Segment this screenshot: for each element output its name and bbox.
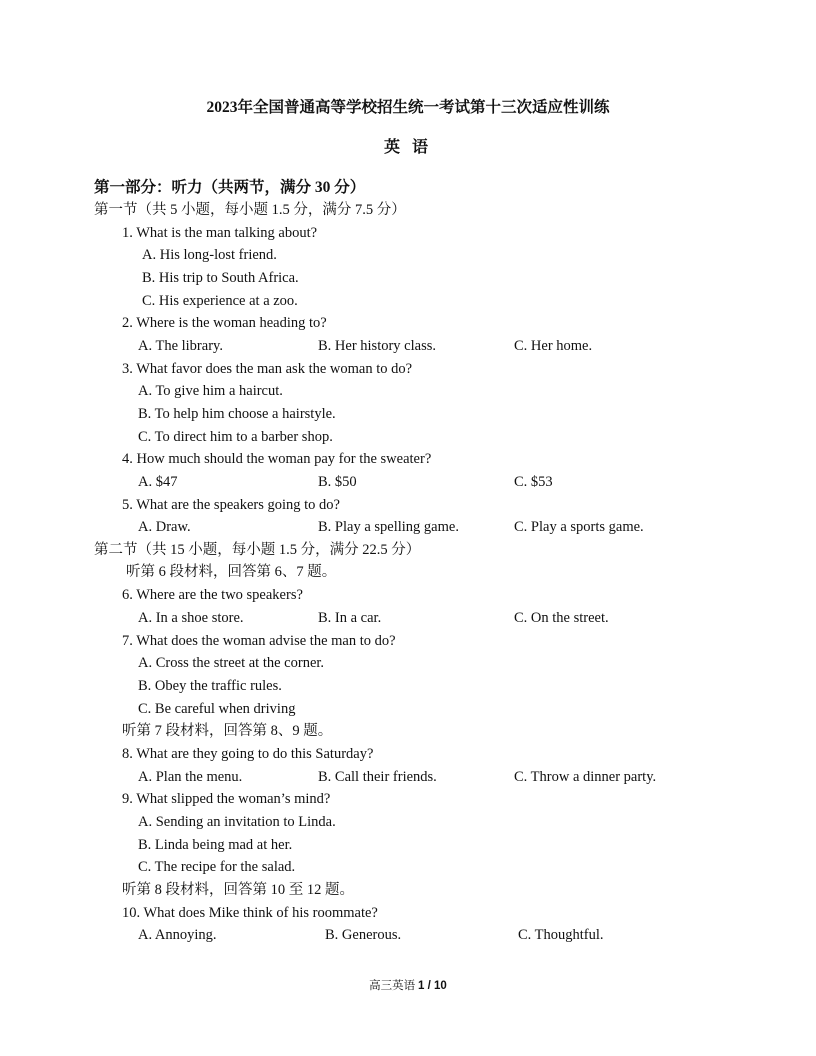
q1-option-b: B. His trip to South Africa.	[142, 270, 299, 286]
q5-option-c: C. Play a sports game.	[514, 519, 644, 535]
page-footer	[0, 976, 816, 996]
q6-option-b: B. In a car.	[318, 610, 382, 626]
part1-heading: 第一部分：听力（共两节，满分 30 分）	[94, 179, 366, 196]
section2-heading: 第二节（共 15 小题，每小题 1.5 分，满分 22.5 分）	[94, 542, 421, 558]
q4-option-a: A. $47	[138, 474, 178, 490]
question-9: 9. What slipped the woman’s mind?	[122, 791, 331, 807]
q10-option-b: B. Generous.	[325, 927, 402, 943]
q9-option-b: B. Linda being mad at her.	[138, 837, 293, 853]
passage-8-instruction: 听第 8 段材料，回答第 10 至 12 题。	[122, 882, 354, 898]
question-7: 7. What does the woman advise the man to do?	[122, 633, 396, 649]
q7-option-a: A. Cross the street at the corner.	[138, 655, 325, 671]
q5-option-b: B. Play a spelling game.	[318, 519, 459, 535]
q6-option-a: A. In a shoe store.	[138, 610, 244, 626]
question-2: 2. Where is the woman heading to?	[122, 315, 327, 331]
passage-6-instruction: 听第 6 段材料，回答第 6、7 题。	[126, 564, 337, 580]
q6-option-c: C. On the street.	[514, 610, 609, 626]
q8-option-a: A. Plan the menu.	[138, 769, 243, 785]
question-1: 1. What is the man talking about?	[122, 225, 318, 241]
question-10: 10. What does Mike think of his roommate?	[122, 905, 378, 921]
q10-option-a: A. Annoying.	[138, 927, 217, 943]
subject-title: 英 语	[383, 139, 432, 156]
q4-option-b: B. $50	[318, 474, 357, 490]
q9-option-c: C. The recipe for the salad.	[138, 859, 296, 875]
q9-option-a: A. Sending an invitation to Linda.	[138, 814, 336, 830]
question-6: 6. Where are the two speakers?	[122, 587, 303, 603]
question-8: 8. What are they going to do this Saturday?	[122, 746, 374, 762]
q8-option-b: B. Call their friends.	[318, 769, 437, 785]
q3-option-a: A. To give him a haircut.	[138, 383, 283, 399]
q7-option-b: B. Obey the traffic rules.	[138, 678, 282, 694]
q2-option-b: B. Her history class.	[318, 338, 436, 354]
exam-title: 2023年全国普通高等学校招生统一考试第十三次适应性训练	[206, 99, 610, 116]
section1-heading: 第一节（共 5 小题，每小题 1.5 分，满分 7.5 分）	[94, 202, 406, 218]
footer-label: 高三英语	[369, 980, 416, 992]
q3-option-c: C. To direct him to a barber shop.	[138, 429, 333, 445]
q1-option-a: A. His long-lost friend.	[142, 247, 277, 263]
question-5: 5. What are the speakers going to do?	[122, 497, 340, 513]
q10-option-c: C. Thoughtful.	[518, 927, 604, 943]
q8-option-c: C. Throw a dinner party.	[514, 769, 657, 785]
q3-option-b: B. To help him choose a hairstyle.	[138, 406, 336, 422]
q2-option-a: A. The library.	[138, 338, 223, 354]
page-number: 1 / 10	[418, 980, 447, 992]
q1-option-c: C. His experience at a zoo.	[142, 293, 298, 309]
q7-option-c: C. Be careful when driving	[138, 701, 296, 717]
q5-option-a: A. Draw.	[138, 519, 191, 535]
question-3: 3. What favor does the man ask the woman to do?	[122, 361, 413, 377]
passage-7-instruction: 听第 7 段材料，回答第 8、9 题。	[122, 723, 333, 739]
question-4: 4. How much should the woman pay for the sweater?	[122, 451, 432, 467]
q2-option-c: C. Her home.	[514, 338, 593, 354]
q4-option-c: C. $53	[514, 474, 553, 490]
